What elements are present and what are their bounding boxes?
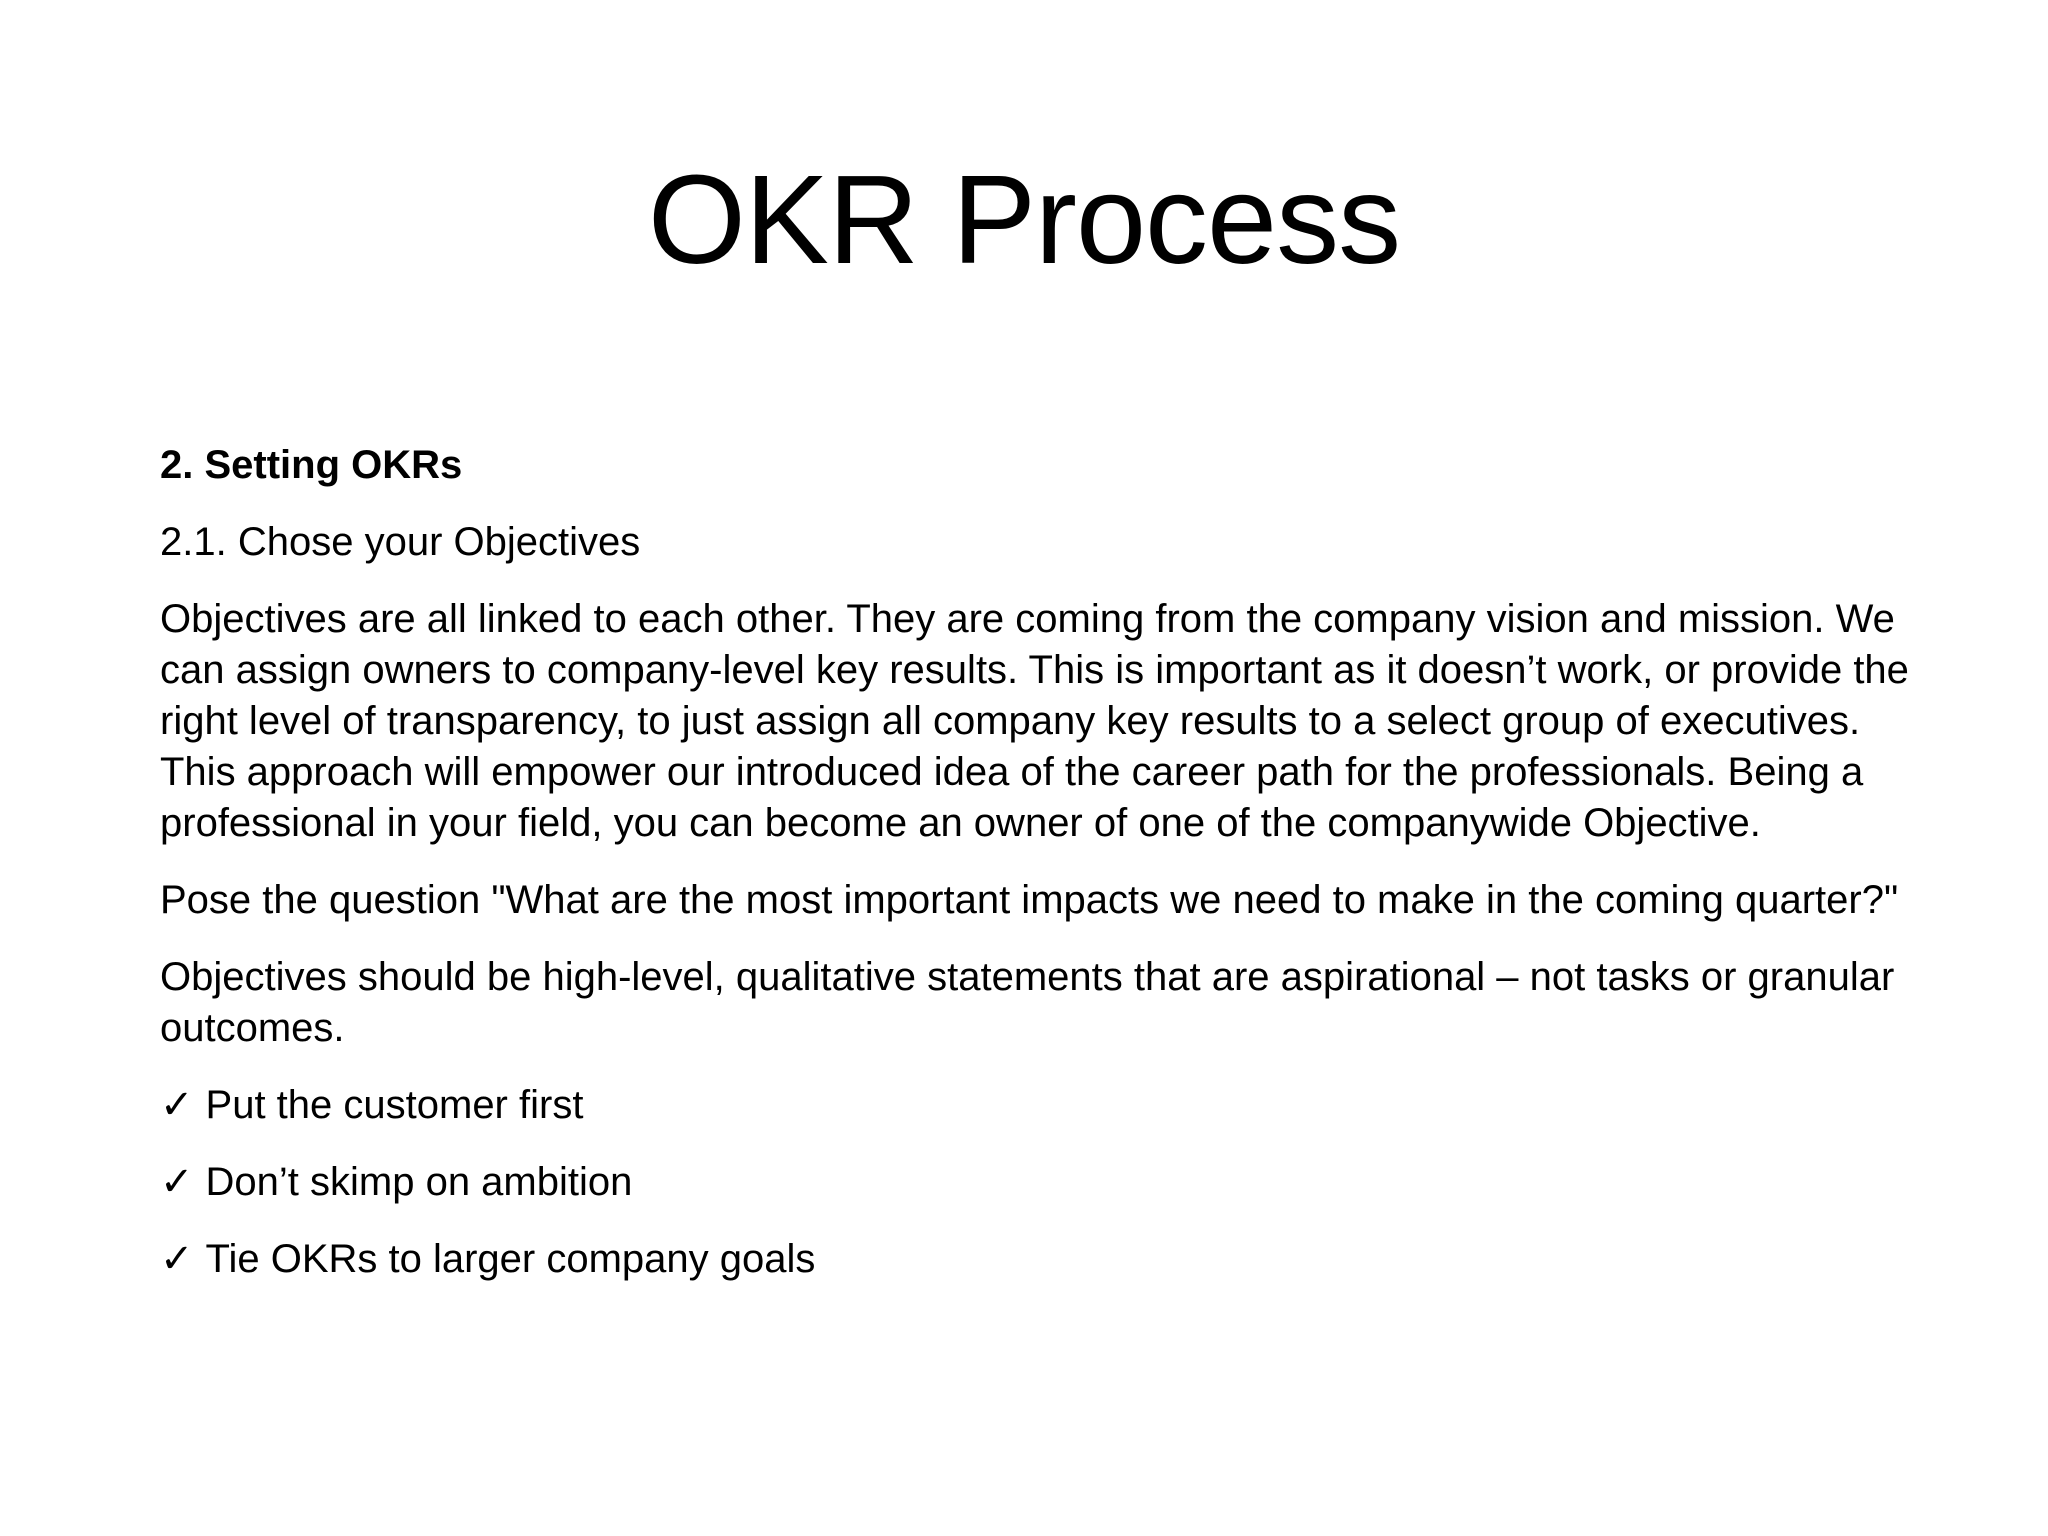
checkmark-icon: ✓	[160, 1083, 194, 1127]
checklist-item-text: Put the customer first	[205, 1083, 584, 1127]
subsection-heading: 2.1. Chose your Objectives	[160, 520, 641, 564]
checklist-item-text: Don’t skimp on ambition	[205, 1160, 633, 1204]
checkmark-icon: ✓	[160, 1237, 194, 1281]
checklist-item-text: Tie OKRs to larger company goals	[205, 1237, 816, 1281]
slide-title: OKR Process	[647, 149, 1401, 290]
checklist-item	[160, 1080, 1910, 1131]
paragraph-pose-question: Pose the question "What are the most important impacts we need to make in the coming quarter?"	[160, 878, 1899, 922]
checklist-item	[160, 1157, 1910, 1208]
checklist-item	[160, 1234, 1910, 1285]
paragraph-objectives-high-level: Objectives should be high-level, qualitative statements that are aspirational – not tasks or granular outcomes.	[160, 955, 1895, 1050]
slide-content	[160, 440, 1910, 1311]
checkmark-icon: ✓	[160, 1160, 194, 1204]
section-heading: 2. Setting OKRs	[160, 443, 463, 487]
paragraph-objectives-linked: Objectives are all linked to each other. They are coming from the company vision and mission. We can assign owners to company-level key results. This is important as it doesn’t work, or provide the right level of transparency, to just assign all company key results to a select group of executives. This approach will empower our introduced idea of the career path for the professionals. Being a professional in your field, you can become an owner of one of the companywide Objective.	[160, 597, 1909, 845]
